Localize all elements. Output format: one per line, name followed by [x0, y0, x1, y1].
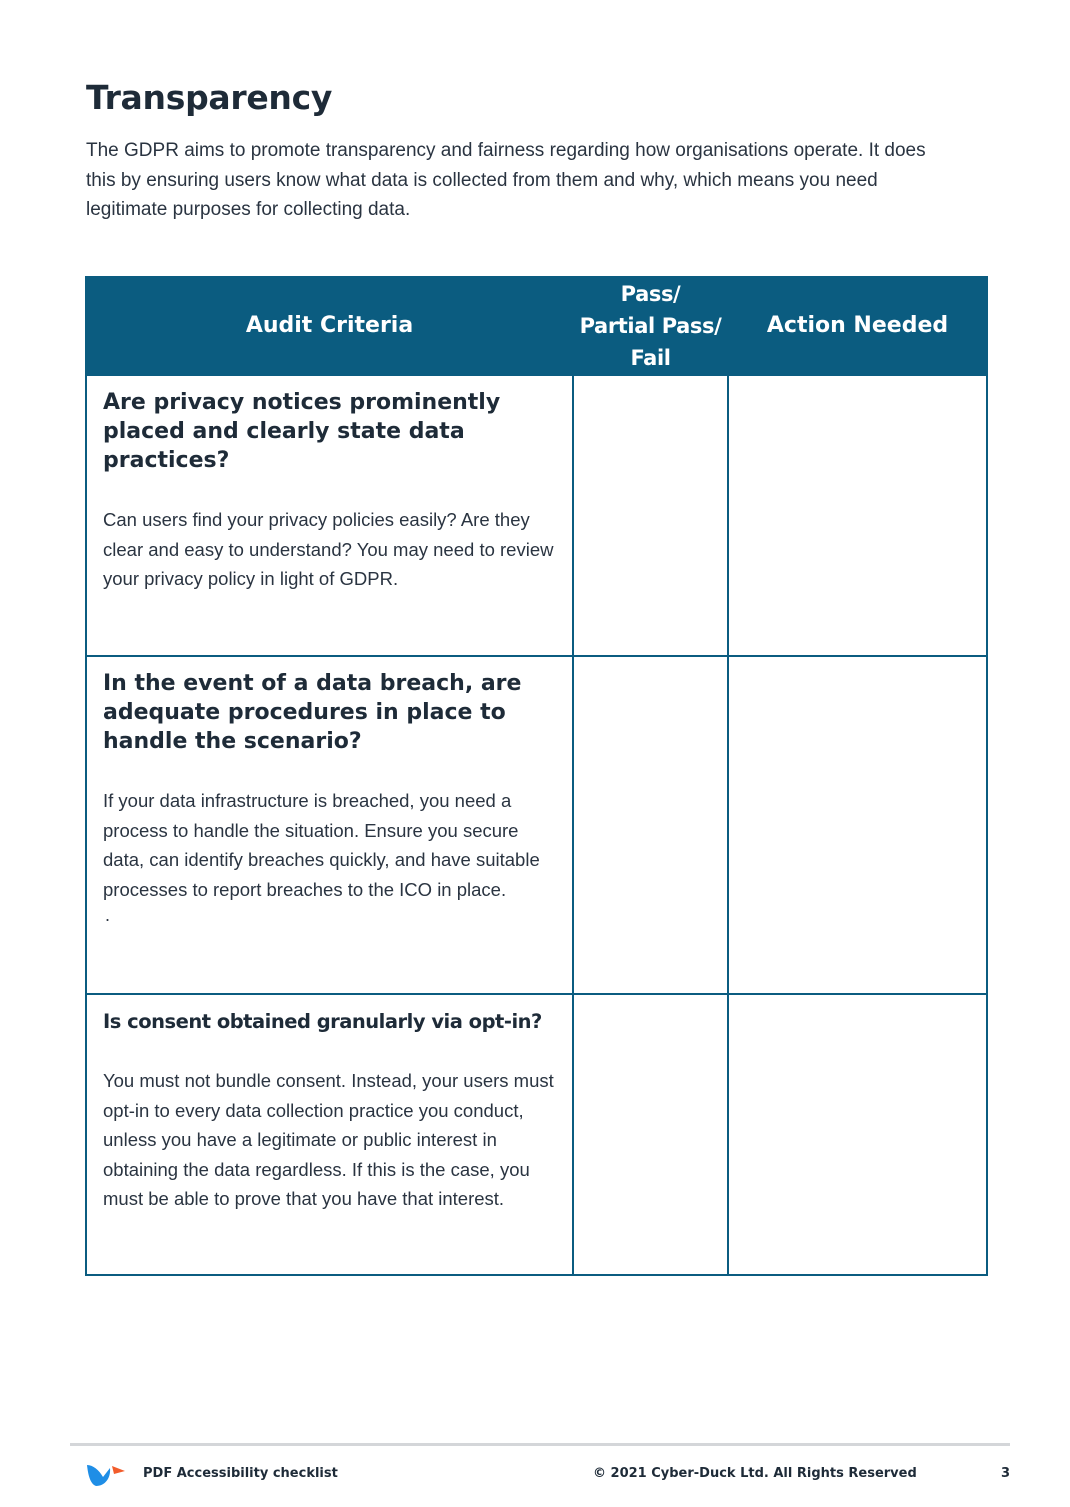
- header-pass-line-2: Partial Pass/: [579, 314, 722, 338]
- criteria-description: If your data infrastructure is breached, you need a process to handle the situation. Ensure you secure data, can identify breaches quickly, and have suitable processes to report breaches to the ICO in place.: [103, 790, 540, 900]
- criteria-question: In the event of a data breach, are adequate procedures in place to handle the scenario?: [103, 671, 522, 754]
- header-pass-line-1: Pass/: [620, 282, 681, 306]
- pass-fail-cell[interactable]: [573, 656, 728, 994]
- header-pass-line-3: Fail: [630, 346, 671, 370]
- header-audit-criteria: Audit Criteria: [86, 277, 573, 375]
- table-header-row: [86, 277, 987, 375]
- criteria-cell: [86, 656, 573, 994]
- page-title: Transparency: [86, 78, 333, 117]
- criteria-description: You must not bundle consent. Instead, your users must opt-in to every data collection practice you conduct, unless you have a legitimate or public interest in obtaining the data regardless. If this is the case, you must be able to prove that you have that interest.: [103, 1070, 554, 1209]
- header-pass-partial-fail: [573, 277, 728, 375]
- header-action-needed: Action Needed: [728, 277, 987, 375]
- criteria-cell: [86, 994, 573, 1275]
- pass-fail-cell[interactable]: [573, 375, 728, 656]
- pass-fail-cell[interactable]: [573, 994, 728, 1275]
- table-row: [86, 994, 987, 1275]
- action-needed-cell[interactable]: [728, 656, 987, 994]
- table-row: [86, 375, 987, 656]
- action-needed-cell[interactable]: [728, 994, 987, 1275]
- audit-table: [85, 276, 988, 1276]
- criteria-trailing-dot: .: [105, 905, 111, 925]
- footer-page-number: 3: [1001, 1466, 1011, 1481]
- footer-document-name: PDF Accessibility checklist: [143, 1466, 338, 1481]
- footer-divider: [70, 1443, 1010, 1446]
- intro-paragraph: The GDPR aims to promote transparency and fairness regarding how organisations operate. It does this by ensuring users know what data is collected from them and why, which means you need legitimate purposes for collecting data.: [86, 140, 926, 220]
- footer-copyright: © 2021 Cyber-Duck Ltd. All Rights Reserved: [593, 1466, 917, 1481]
- criteria-question: Are privacy notices prominently placed and clearly state data practices?: [103, 390, 501, 473]
- action-needed-cell[interactable]: [728, 375, 987, 656]
- criteria-question: Is consent obtained granularly via opt-in?: [103, 1010, 542, 1033]
- cyber-duck-logo-icon: [85, 1462, 127, 1488]
- criteria-cell: [86, 375, 573, 656]
- criteria-description: Can users find your privacy policies easily? Are they clear and easy to understand? You may need to review your privacy policy in light of GDPR.: [103, 509, 554, 589]
- table-row: [86, 656, 987, 994]
